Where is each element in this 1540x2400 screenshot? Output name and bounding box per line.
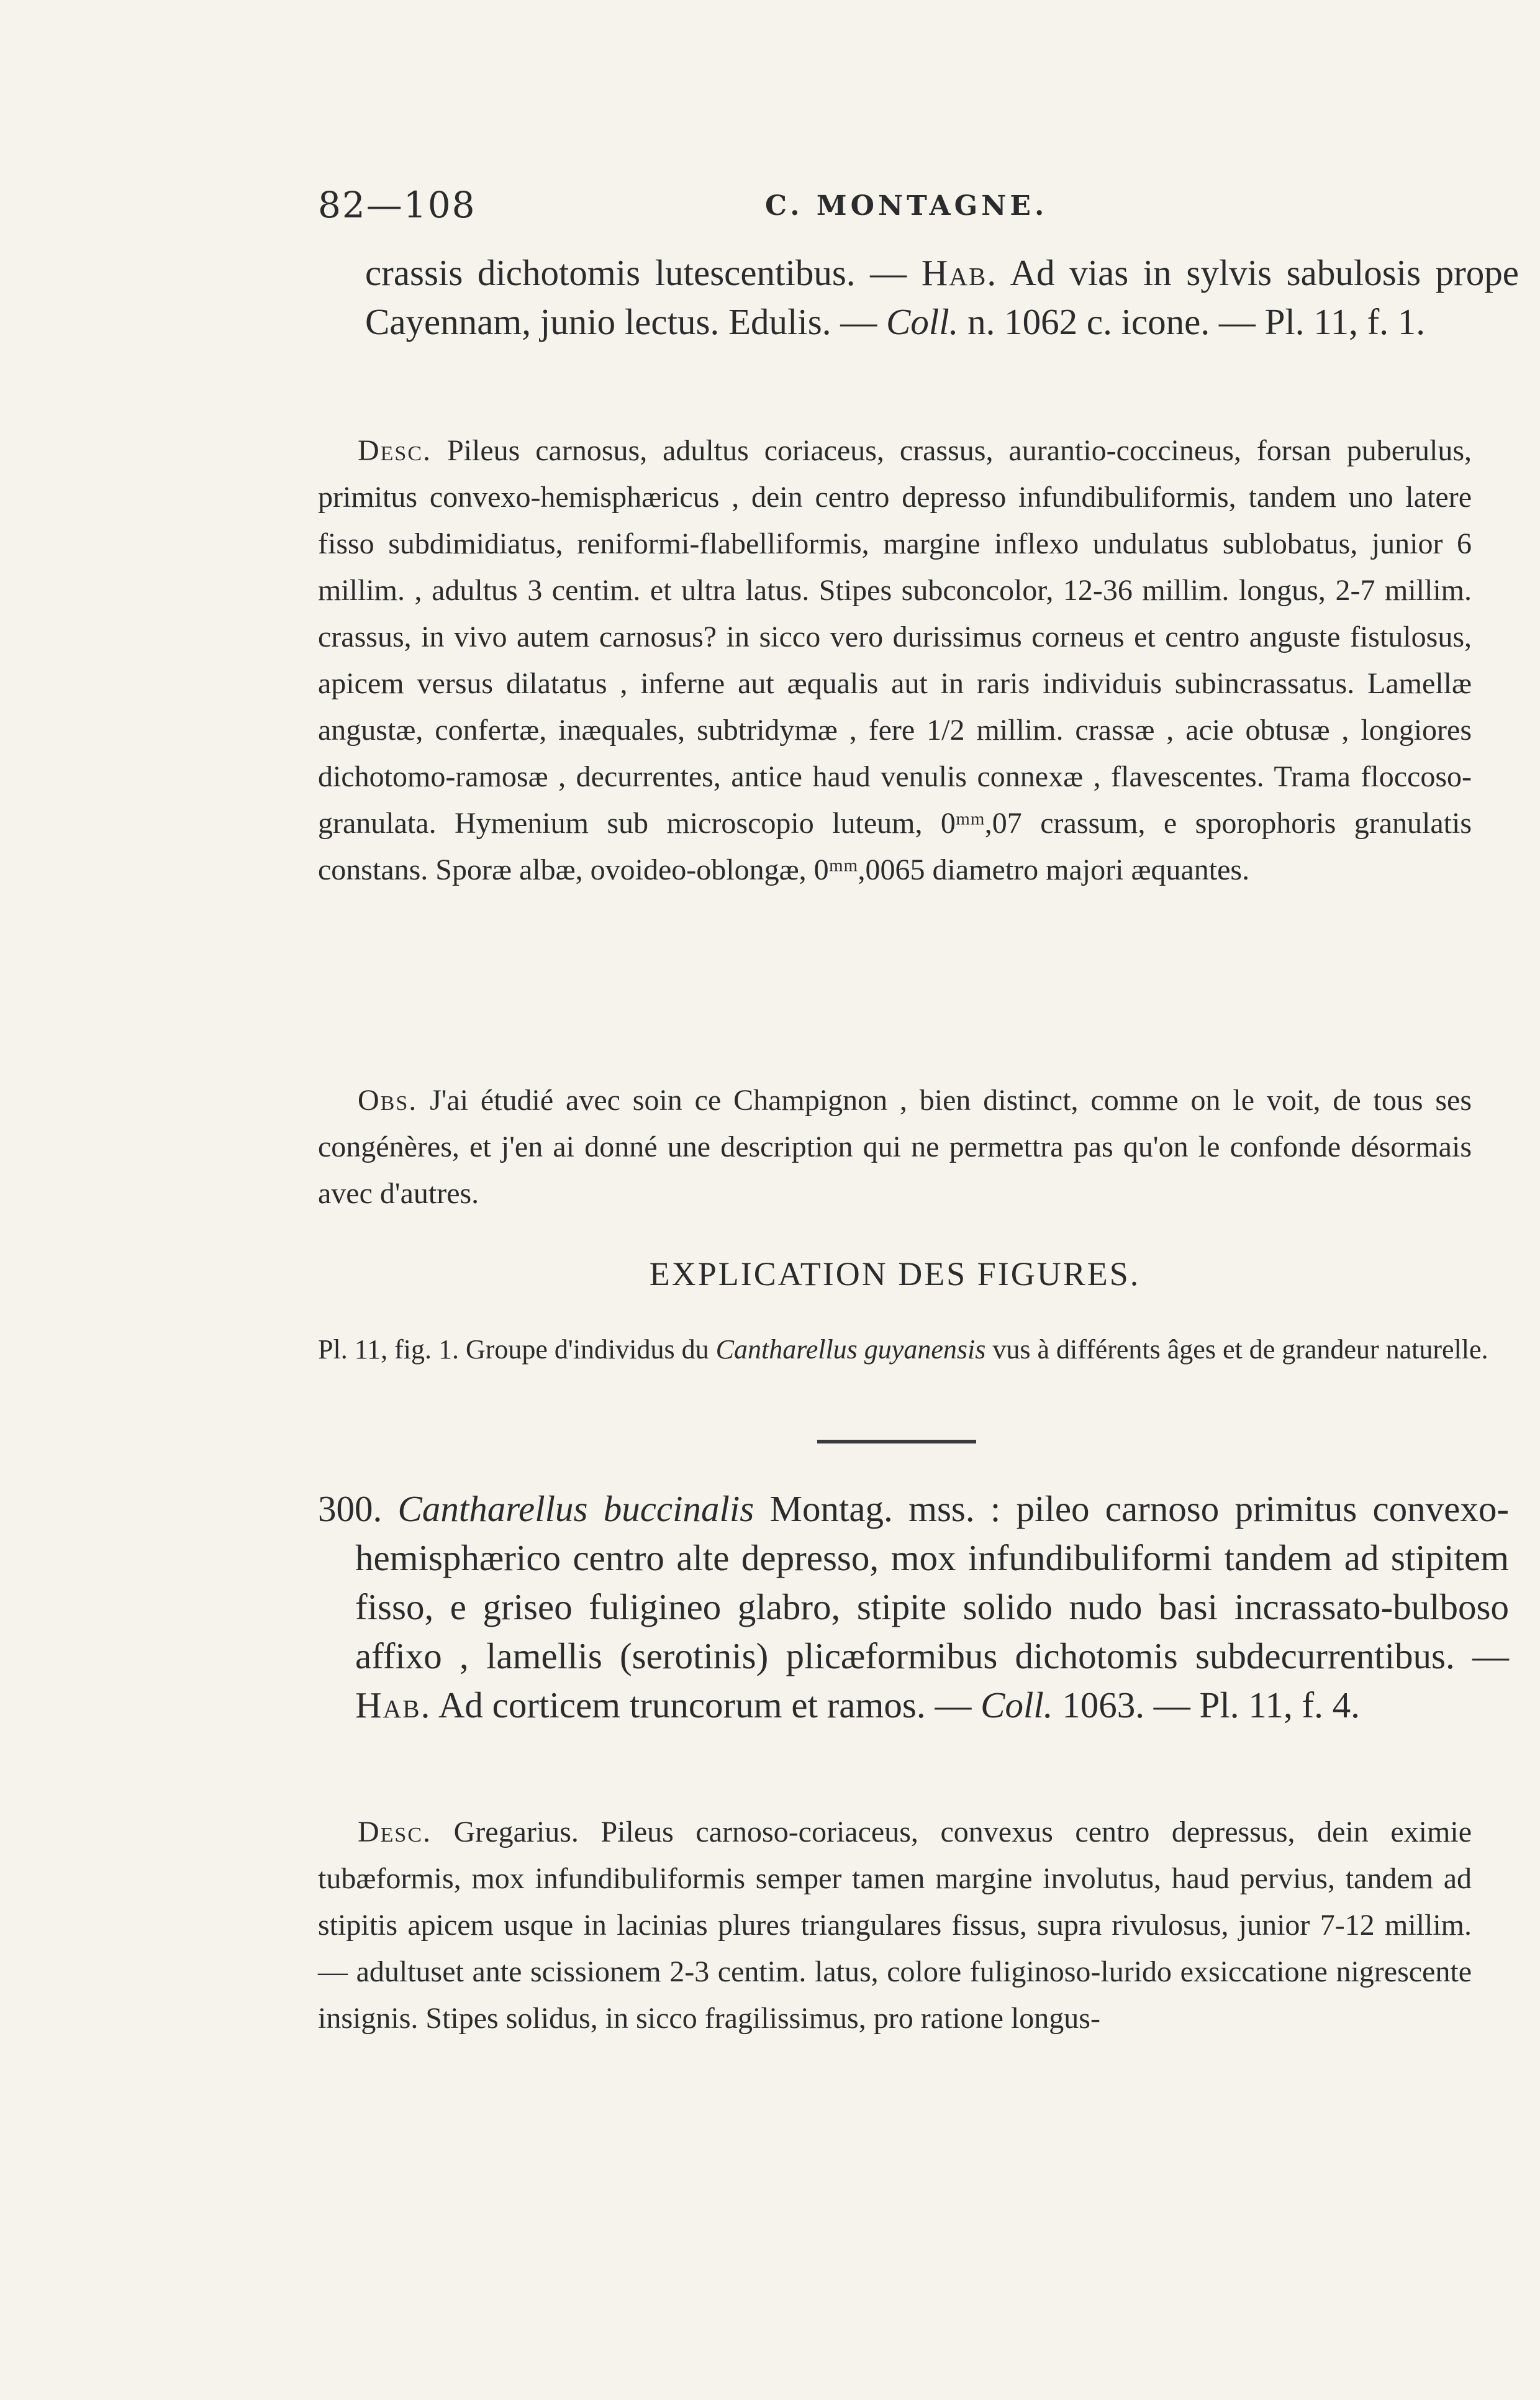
obs-text: J'ai étudié avec soin ce Champignon , bien distinct, comme on le voit, de tous ses congénères, et j'en ai donné une description qui ne permettra pas qu'on le confonde désormais avec d'autres. (318, 1084, 1472, 1210)
entry-text: Montag. mss. : pileo carnoso primitus convexo-hemisphærico centro alte depresso, mox infundibuliformi tandem ad stipitem fisso, e griseo fuligineo glabro, stipite solido nudo basi incrassato-bulboso affixo , lamellis (serotinis) plicæformibus dichotomis subdecurrentibus. — (355, 1488, 1509, 1676)
section-divider (817, 1440, 976, 1443)
desc2-text: Gregarius. Pileus carnoso-coriaceus, convexus centro depressus, dein eximie tubæformis, mox infundibuliformis semper tamen margine involutus, haud pervius, tandem ad stipitis apicem usque in lacinias plures triangulares fissus, supra rivulosus, junior 7-12 millim. — adultuset ante scissionem 2-3 centim. latus, colore fuliginoso-lurido exsiccatione nigrescente insignis. Stipes solidus, in sicco fragilissimus, pro ratione longus- (318, 1816, 1472, 2035)
paragraph-continuation (318, 248, 1519, 347)
entry-coll-label: Coll. (981, 1684, 1053, 1725)
figure-text2: vus à différents âges et de grandeur naturelle. (985, 1334, 1488, 1365)
para1-text: crassis dichotomis lutescentibus. — (365, 252, 922, 293)
page-number: 82—108 (318, 184, 476, 226)
desc-label: Desc. (358, 434, 432, 467)
obs-label: Obs. (358, 1084, 418, 1117)
figure-text: Pl. 11, fig. 1. Groupe d'individus du (318, 1334, 716, 1365)
coll-label: Coll. (886, 301, 959, 342)
entry-number: 300. (318, 1488, 383, 1529)
desc1-text: Pileus carnosus, adultus coriaceus, crassus, aurantio-coccineus, forsan puberulus, primitus convexo-hemisphæricus , dein centro depresso infundibuliformis, tandem uno latere fisso subdimidiatus, reniformi-flabelliformis, margine inflexo undulatus sublobatus, junior 6 millim. , adultus 3 centim. et ultra latus. Stipes subconcolor, 12-36 millim. longus, 2-7 millim. crassus, in vivo autem carnosus? in sicco vero durissimus corneus et centro anguste fistulosus, apicem versus dilatatus , inferne aut æqualis aut in raris individuis subincrassatus. Lamellæ angustæ, confertæ, inæquales, subtridymæ , fere 1/2 millim. crassæ , acie obtusæ , longiores dichotomo-ramosæ , decurrentes, antice haud venulis connexæ , flavescentes. Trama floccoso-granulata. Hymenium sub microscopio luteum, 0ᵐᵐ,07 crassum, e sporophoris granulatis constans. Sporæ albæ, ovoideo-oblongæ, 0ᵐᵐ,0065 diametro majori æquantes. (318, 434, 1472, 886)
figure-species: Cantharellus guyanensis (715, 1334, 986, 1365)
para1-text2: Ad vias in sylvis sabulosis prope Cayennam, junio lectus. Edulis. — (365, 252, 1519, 342)
description-paragraph-1 (318, 427, 1472, 893)
page-header (318, 184, 1467, 240)
observation-paragraph (318, 1077, 1472, 1217)
figure-explanation (318, 1328, 1509, 1371)
entry-hab-label: Hab. (355, 1684, 432, 1725)
species-entry-300 (318, 1484, 1509, 1730)
entry-species: Cantharellus buccinalis (397, 1488, 754, 1529)
hab-label: Hab. (921, 252, 998, 293)
entry-text2: Ad corticem truncorum et ramos. — (431, 1684, 981, 1725)
entry-text3: 1063. — Pl. 11, f. 4. (1053, 1684, 1360, 1725)
running-head: C. MONTAGNE. (765, 190, 1048, 222)
desc2-label: Desc. (358, 1816, 432, 1848)
description-paragraph-2 (318, 1809, 1472, 2042)
explication-heading: EXPLICATION DES FIGURES. (649, 1255, 1141, 1293)
para1-text3: n. 1062 c. icone. — Pl. 11, f. 1. (958, 301, 1426, 342)
